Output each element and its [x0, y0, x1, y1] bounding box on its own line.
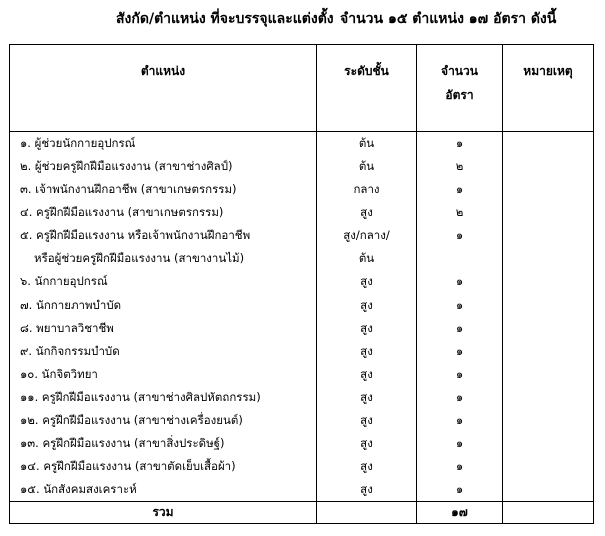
cell-level: สูง	[317, 455, 417, 478]
cell-count: ๒	[417, 201, 503, 224]
cell-count: ๑	[417, 478, 503, 502]
cell-position: ๗. นักกายภาพบำบัด	[10, 293, 317, 316]
cell-count: ๑	[417, 317, 503, 340]
cell-count: ๑	[417, 432, 503, 455]
cell-level: สูง	[317, 201, 417, 224]
cell-count: ๑	[417, 363, 503, 386]
cell-position: ๑. ผู้ช่วยนักกายอุปกรณ์	[10, 132, 317, 156]
cell-position: ๑๓. ครูฝึกฝีมือแรงงาน (สาขาสิ่งประดิษฐ์)	[10, 432, 317, 455]
cell-remark	[503, 155, 594, 178]
cell-remark	[503, 478, 594, 502]
cell-position: ๘. พยาบาลวิชาชีพ	[10, 317, 317, 340]
cell-position: ๓. เจ้าพนักงานฝึกอาชีพ (สาขาเกษตรกรรม)	[10, 178, 317, 201]
table-row	[10, 363, 594, 386]
table-row	[10, 386, 594, 409]
cell-remark	[503, 132, 594, 156]
cell-remark	[503, 432, 594, 455]
cell-level	[317, 224, 417, 270]
table-header	[10, 45, 594, 132]
cell-level-line2: ต้น	[358, 251, 375, 266]
table-row	[10, 293, 594, 316]
positions-table	[9, 44, 594, 524]
cell-level: ต้น	[317, 155, 417, 178]
table-row	[10, 409, 594, 432]
cell-level: กลาง	[317, 178, 417, 201]
cell-level: สูง	[317, 432, 417, 455]
cell-count: ๑	[417, 386, 503, 409]
cell-position: ๑๑. ครูฝึกฝีมือแรงงาน (สาขาช่างศิลปหัตถกรรม)	[10, 386, 317, 409]
table-row	[10, 455, 594, 478]
cell-position: ๑๕. นักสังคมสงเคราะห์	[10, 478, 317, 502]
heading-part1: สังกัด/ตำแหน่ง ที่จะบรรจุและแต่งตั้ง	[116, 11, 334, 27]
cell-remark	[503, 293, 594, 316]
cell-remark	[503, 317, 594, 340]
cell-count: ๑	[417, 132, 503, 156]
cell-count: ๑	[417, 293, 503, 316]
cell-level: สูง	[317, 478, 417, 502]
cell-level: ต้น	[317, 132, 417, 156]
table-row	[10, 224, 594, 270]
table-row	[10, 155, 594, 178]
cell-level: สูง	[317, 293, 417, 316]
table-footer	[10, 502, 594, 524]
cell-level-line1: สูง/กลาง/	[343, 228, 390, 243]
cell-remark	[503, 224, 594, 270]
total-level-empty	[317, 502, 417, 524]
cell-remark	[503, 201, 594, 224]
total-count: ๑๗	[417, 502, 503, 524]
cell-level: สูง	[317, 270, 417, 293]
cell-position-line1: ๕. ครูฝึกฝีมือแรงงาน หรือเจ้าพนักงานฝึกอาชีพ	[20, 228, 251, 243]
cell-level: สูง	[317, 363, 417, 386]
cell-position: ๑๐. นักจิตวิทยา	[10, 363, 317, 386]
cell-position: ๔. ครูฝึกฝีมือแรงงาน (สาขาเกษตรกรรม)	[10, 201, 317, 224]
cell-count: ๑	[417, 409, 503, 432]
cell-count: ๑	[417, 270, 503, 293]
cell-count: ๑	[417, 178, 503, 201]
cell-position: ๑๔. ครูฝึกฝีมือแรงงาน (สาขาตัดเย็บเสื้อผ้า)	[10, 455, 317, 478]
header-position: ตำแหน่ง	[10, 45, 317, 132]
cell-position: ๒. ผู้ช่วยครูฝึกฝีมือแรงงาน (สาขาช่างศิลป์)	[10, 155, 317, 178]
table-row	[10, 201, 594, 224]
header-count	[417, 45, 503, 132]
header-count-line2: อัตรา	[445, 88, 474, 102]
cell-position: ๙. นักกิจกรรมบำบัด	[10, 340, 317, 363]
cell-remark	[503, 455, 594, 478]
table-row	[10, 432, 594, 455]
cell-remark	[503, 386, 594, 409]
table-row	[10, 178, 594, 201]
cell-count: ๑	[417, 455, 503, 478]
cell-position-line2: หรือผู้ช่วยครูฝึกฝีมือแรงงาน (สาขางานไม้)	[34, 251, 245, 266]
header-count-line1: จำนวน	[441, 64, 478, 78]
total-label: รวม	[10, 502, 317, 524]
table-row	[10, 132, 594, 156]
total-remark-empty	[503, 502, 594, 524]
cell-remark	[503, 409, 594, 432]
cell-count: ๒	[417, 155, 503, 178]
header-level: ระดับชั้น	[317, 45, 417, 132]
table-row	[10, 270, 594, 293]
cell-count: ๑	[417, 340, 503, 363]
header-remark: หมายเหตุ	[503, 45, 594, 132]
page-heading	[0, 0, 605, 38]
total-row	[10, 502, 594, 524]
table-row	[10, 340, 594, 363]
cell-remark	[503, 363, 594, 386]
heading-part2: จำนวน ๑๕ ตำแหน่ง ๑๗ อัตรา ดังนี้	[340, 11, 557, 27]
table-body	[10, 132, 594, 502]
cell-level: สูง	[317, 409, 417, 432]
cell-position: ๑๒. ครูฝึกฝีมือแรงงาน (สาขาช่างเครื่องยนต์)	[10, 409, 317, 432]
cell-level: สูง	[317, 317, 417, 340]
cell-count: ๑	[417, 224, 503, 270]
cell-position: ๖. นักกายอุปกรณ์	[10, 270, 317, 293]
table-row	[10, 478, 594, 502]
cell-level: สูง	[317, 386, 417, 409]
cell-remark	[503, 270, 594, 293]
cell-level: สูง	[317, 340, 417, 363]
cell-remark	[503, 340, 594, 363]
table-row	[10, 317, 594, 340]
cell-position	[10, 224, 317, 270]
cell-remark	[503, 178, 594, 201]
